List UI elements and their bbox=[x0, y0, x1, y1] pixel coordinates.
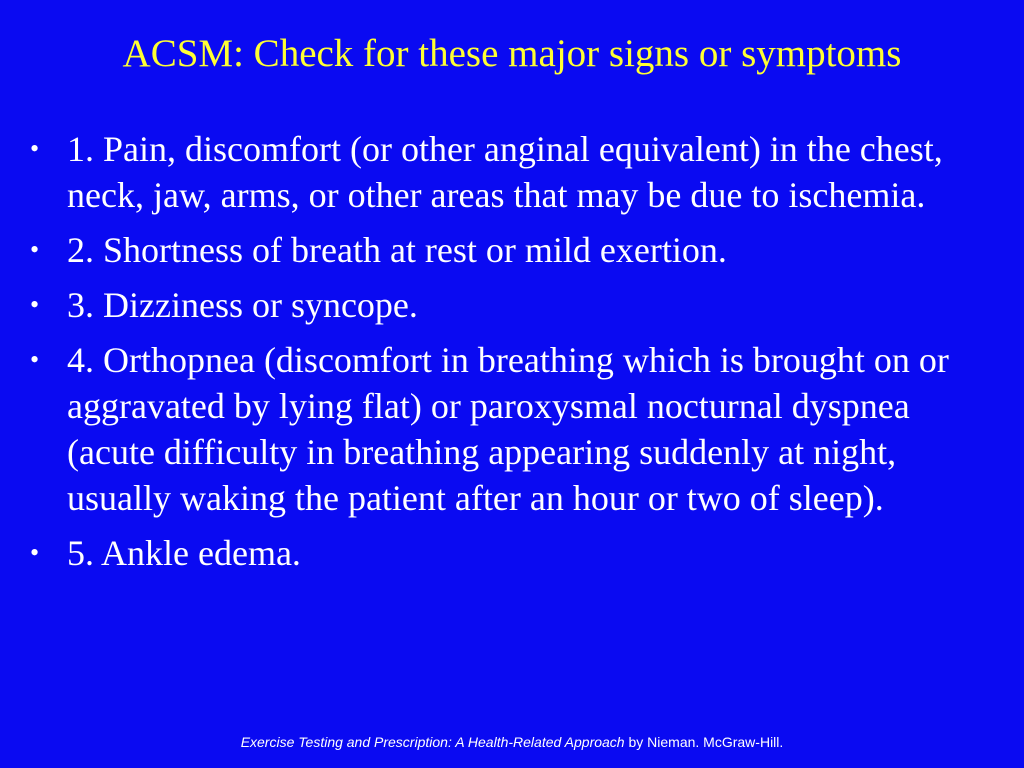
bullet-icon: • bbox=[30, 134, 40, 163]
bullet-text: 4. Orthopnea (discomfort in breathing which is brought on or aggravated by lying flat) or paroxysmal nocturnal dyspnea (acute difficulty in breathing appearing suddenly at night, usually waking the patient after an hour or two of sleep). bbox=[67, 340, 949, 518]
bullet-icon: • bbox=[30, 235, 40, 264]
source-citation bbox=[0, 733, 1024, 751]
bullet-item bbox=[30, 530, 1005, 576]
bullet-text: 5. Ankle edema. bbox=[67, 533, 301, 573]
bullet-icon: • bbox=[30, 345, 40, 374]
bullet-icon: • bbox=[30, 538, 40, 567]
bullet-icon: • bbox=[30, 290, 40, 319]
citation-attribution: by Nieman. McGraw-Hill. bbox=[624, 734, 784, 750]
bullet-text: 2. Shortness of breath at rest or mild exertion. bbox=[67, 230, 727, 270]
bullet-text: 3. Dizziness or syncope. bbox=[67, 285, 418, 325]
bullet-list bbox=[30, 126, 1005, 585]
bullet-item bbox=[30, 227, 1005, 273]
slide-title: ACSM: Check for these major signs or symptoms bbox=[122, 32, 902, 75]
bullet-item bbox=[30, 282, 1005, 328]
bullet-text: 1. Pain, discomfort (or other anginal equivalent) in the chest, neck, jaw, arms, or other areas that may be due to ischemia. bbox=[67, 129, 943, 215]
bullet-item bbox=[30, 337, 1005, 521]
citation-book-title: Exercise Testing and Prescription: A Health-Related Approach bbox=[240, 734, 625, 750]
bullet-item bbox=[30, 126, 1005, 218]
